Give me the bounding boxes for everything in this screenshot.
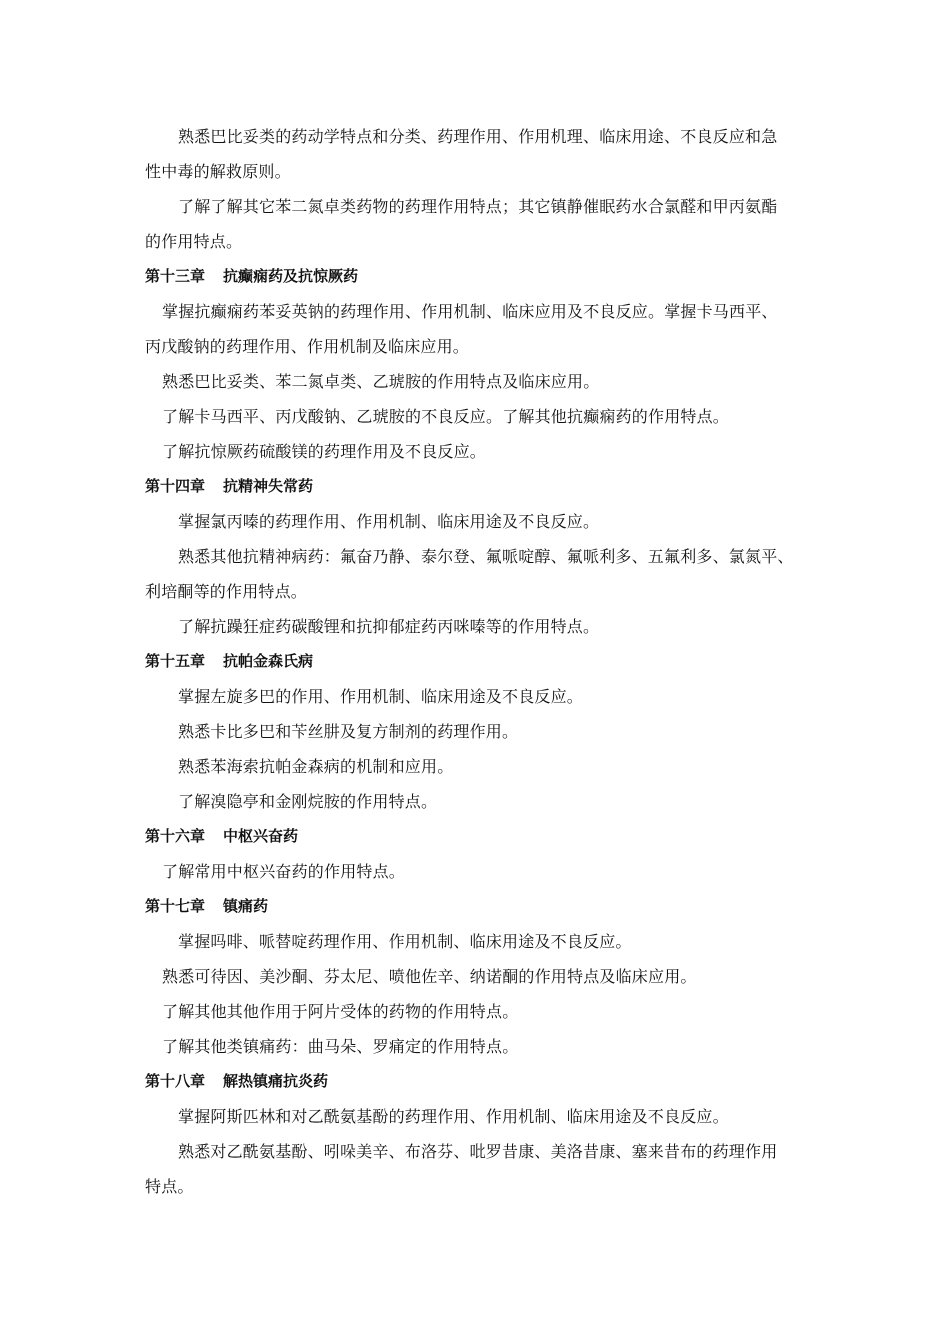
- paragraph-line: 熟悉其他抗精神病药：氟奋乃静、泰尔登、氟哌啶醇、氟哌利多、五氟利多、氯氮平、: [178, 547, 794, 566]
- chapter-heading: [145, 1064, 825, 1099]
- paragraph-line: 熟悉对乙酰氨基酚、吲哚美辛、布洛芬、吡罗昔康、美洛昔康、塞来昔布的药理作用: [178, 1142, 778, 1161]
- chapter-number: 第十四章: [145, 477, 206, 495]
- document-body: [145, 119, 825, 1204]
- paragraph-line: 了解其他类镇痛药：曲马朵、罗痛定的作用特点。: [162, 1037, 519, 1056]
- paragraph-line: 特点。: [145, 1177, 194, 1196]
- paragraph-line: 了解抗躁狂症药碳酸锂和抗抑郁症药丙咪嗪等的作用特点。: [178, 617, 600, 636]
- chapter-heading: [145, 889, 825, 924]
- paragraph-line: 熟悉苯海索抗帕金森病的机制和应用。: [178, 757, 454, 776]
- paragraph-line: 了解常用中枢兴奋药的作用特点。: [162, 862, 406, 881]
- paragraph-line: 了解卡马西平、丙戊酸钠、乙琥胺的不良反应。了解其他抗癫痫药的作用特点。: [162, 407, 730, 426]
- paragraph-line: 了解了解其它苯二氮卓类药物的药理作用特点；其它镇静催眠药水合氯醛和甲丙氨酯: [178, 197, 778, 216]
- paragraph-line: 利培酮等的作用特点。: [145, 582, 308, 601]
- paragraph-line: 掌握左旋多巴的作用、作用机制、临床用途及不良反应。: [178, 687, 584, 706]
- chapter-heading: [145, 819, 825, 854]
- chapter-heading: [145, 644, 825, 679]
- chapter-title: 解热镇痛抗炎药: [223, 1072, 329, 1090]
- paragraph-line: 掌握吗啡、哌替啶药理作用、作用机制、临床用途及不良反应。: [178, 932, 632, 951]
- paragraph-line: 掌握氯丙嗪的药理作用、作用机制、临床用途及不良反应。: [178, 512, 600, 531]
- chapter-number: 第十三章: [145, 267, 206, 285]
- paragraph-line: 的作用特点。: [145, 232, 243, 251]
- paragraph-line: 熟悉巴比妥类的药动学特点和分类、药理作用、作用机理、临床用途、不良反应和急: [178, 127, 778, 146]
- chapter-title: 抗帕金森氏病: [223, 652, 314, 670]
- paragraph-line: 了解其他其他作用于阿片受体的药物的作用特点。: [162, 1002, 519, 1021]
- chapter-heading: [145, 259, 825, 294]
- paragraph-line: 掌握阿斯匹林和对乙酰氨基酚的药理作用、作用机制、临床用途及不良反应。: [178, 1107, 729, 1126]
- chapter-title: 中枢兴奋药: [223, 827, 299, 845]
- chapter-number: 第十五章: [145, 652, 206, 670]
- paragraph-line: 掌握抗癫痫药苯妥英钠的药理作用、作用机制、临床应用及不良反应。掌握卡马西平、: [162, 302, 778, 321]
- paragraph-line: 熟悉巴比妥类、苯二氮卓类、乙琥胺的作用特点及临床应用。: [162, 372, 600, 391]
- paragraph-line: 了解溴隐亭和金刚烷胺的作用特点。: [178, 792, 438, 811]
- chapter-title: 抗癫痫药及抗惊厥药: [223, 267, 359, 285]
- chapter-heading: [145, 469, 825, 504]
- paragraph-line: 丙戊酸钠的药理作用、作用机制及临床应用。: [145, 337, 470, 356]
- chapter-number: 第十七章: [145, 897, 206, 915]
- chapter-number: 第十六章: [145, 827, 206, 845]
- chapter-title: 抗精神失常药: [223, 477, 314, 495]
- chapter-title: 镇痛药: [223, 897, 269, 915]
- paragraph-line: 熟悉可待因、美沙酮、芬太尼、喷他佐辛、纳诺酮的作用特点及临床应用。: [162, 967, 697, 986]
- paragraph-line: 性中毒的解救原则。: [145, 162, 291, 181]
- paragraph-line: 熟悉卡比多巴和苄丝肼及复方制剂的药理作用。: [178, 722, 519, 741]
- paragraph-line: 了解抗惊厥药硫酸镁的药理作用及不良反应。: [162, 442, 487, 461]
- chapter-number: 第十八章: [145, 1072, 206, 1090]
